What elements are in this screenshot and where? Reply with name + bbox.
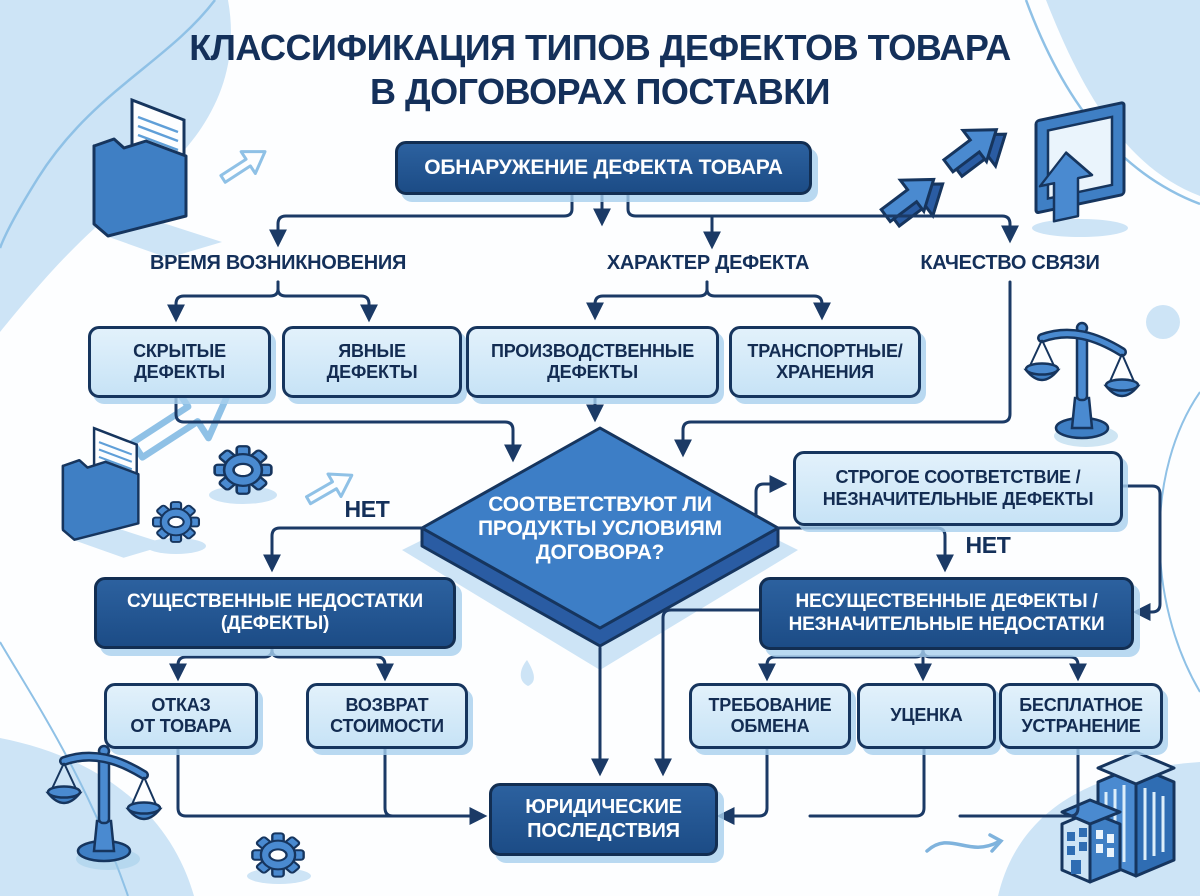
connector-diamond-strict <box>756 484 782 516</box>
node-hidden-defects: СКРЫТЫЕ ДЕФЕКТЫ <box>88 326 271 398</box>
connector-nonessential-exchange <box>767 646 923 676</box>
connector-detection-time <box>278 191 572 242</box>
node-nonessential-defects: НЕСУЩЕСТВЕННЫЕ ДЕФЕКТЫ / НЕЗНАЧИТЕЛЬНЫЕ НЕДОСТАТКИ <box>759 577 1134 650</box>
connector-nonessential-freefix <box>923 646 1078 676</box>
page-title <box>0 26 1200 114</box>
label-no-right: НЕТ <box>965 532 1011 558</box>
branch-label-time: ВРЕМЯ ВОЗНИКНОВЕНИЯ <box>149 252 407 274</box>
connector-diamond-nonessential <box>778 528 945 567</box>
title-line-1: КЛАССИФИКАЦИЯ ТИПОВ ДЕФЕКТОВ ТОВАРА <box>189 27 1011 68</box>
connector-markdown-legal <box>810 744 924 816</box>
branch-label-nature: ХАРАКТЕР ДЕФЕКТА <box>606 252 810 274</box>
title-line-2: В ДОГОВОРАХ ПОСТАВКИ <box>369 70 831 112</box>
node-refusal: ОТКАЗ ОТ ТОВАРА <box>104 683 258 749</box>
label-no-left: НЕТ <box>344 496 390 522</box>
node-markdown: УЦЕНКА <box>857 683 996 749</box>
connector-detection-right <box>628 191 1010 236</box>
connector-nature-transport <box>707 282 822 315</box>
node-strict-compliance: СТРОГОЕ СООТВЕТСТВИЕ / НЕЗНАЧИТЕЛЬНЫЕ ДЕФЕКТЫ <box>793 451 1123 526</box>
node-manufacturing-defects: ПРОИЗВОДСТВЕННЫЕ ДЕФЕКТЫ <box>466 326 719 398</box>
node-legal-consequences: ЮРИДИЧЕСКИЕ ПОСЛЕДСТВИЯ <box>489 783 718 856</box>
connector-refund-legal <box>385 744 430 816</box>
node-obvious-defects: ЯВНЫЕ ДЕФЕКТЫ <box>282 326 462 398</box>
connector-time-hidden <box>176 282 278 317</box>
connector-time-obvious <box>278 282 369 317</box>
connector-refusal-legal <box>178 744 482 816</box>
branch-label-quality: КАЧЕСТВО СВЯЗИ <box>920 252 1100 274</box>
node-essential-defects: СУЩЕСТВЕННЫЕ НЕДОСТАТКИ (ДЕФЕКТЫ) <box>94 577 456 649</box>
node-exchange-demand: ТРЕБОВАНИЕ ОБМЕНА <box>689 683 851 749</box>
connector-freefix-legal <box>960 744 1078 816</box>
decision-question: СООТВЕТСТВУЮТ ЛИ ПРОДУКТЫ УСЛОВИЯМ ДОГОВОРА? <box>478 493 722 565</box>
node-free-fix: БЕСПЛАТНОЕ УСТРАНЕНИЕ <box>999 683 1163 749</box>
node-detection: ОБНАРУЖЕНИЕ ДЕФЕКТА ТОВАРА <box>395 141 812 195</box>
node-refund: ВОЗВРАТ СТОИМОСТИ <box>306 683 468 749</box>
node-transport-storage: ТРАНСПОРТНЫЕ/ ХРАНЕНИЯ <box>729 326 921 398</box>
connector-nature-manufacturing <box>595 282 707 315</box>
connector-exchange-legal <box>722 744 767 816</box>
connector-hidden-diamond <box>176 393 513 457</box>
connector-diamond-essential <box>272 528 424 567</box>
